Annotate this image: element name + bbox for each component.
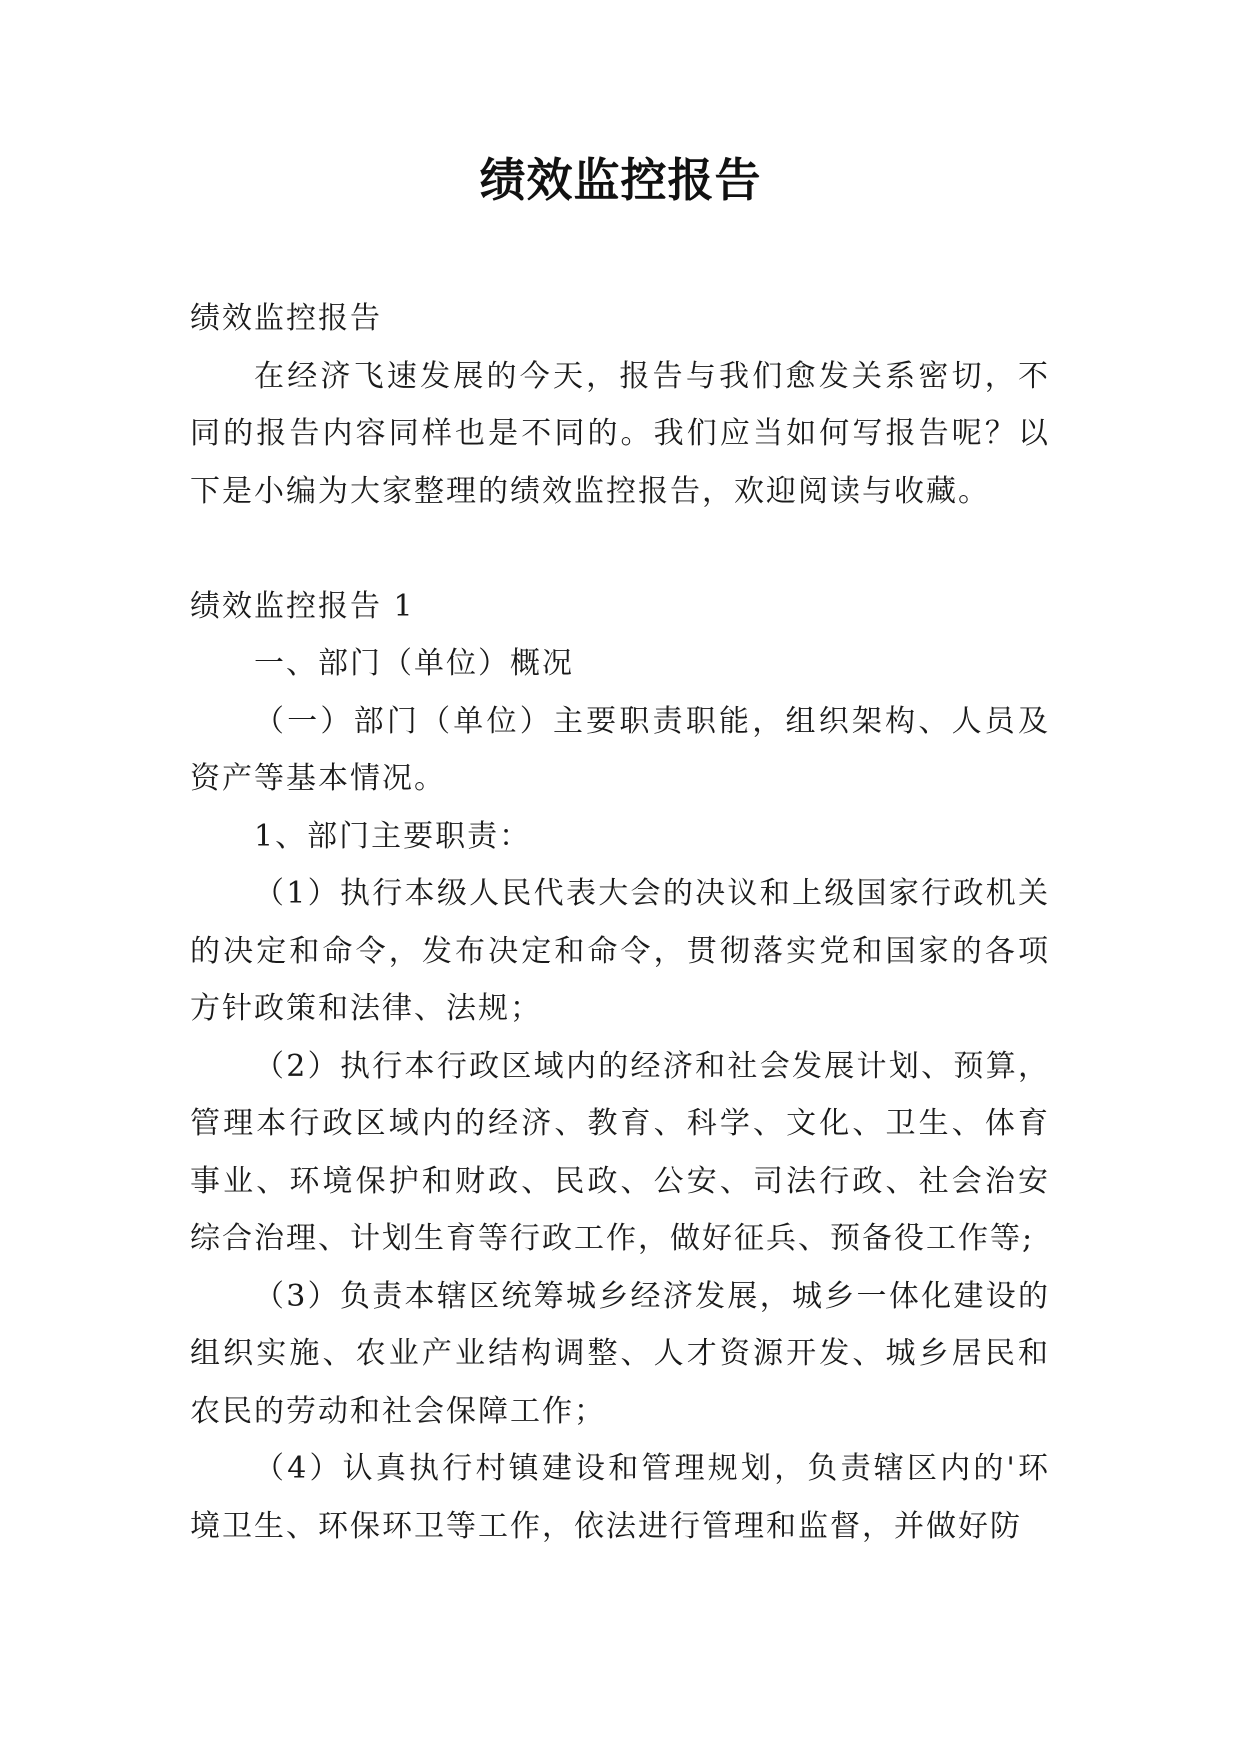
paragraph: （4）认真执行村镇建设和管理规划，负责辖区内的'环境卫生、环保环卫等工作，依法进行管理和监督，并做好防 — [190, 1451, 1050, 1544]
document-title: 绩效监控报告 — [479, 153, 762, 207]
paragraph: 绩效监控报告 — [190, 301, 382, 336]
document-body — [190, 290, 1050, 1555]
paragraph: 在经济飞速发展的今天，报告与我们愈发关系密切，不同的报告内容同样也是不同的。我们应当如何写报告呢？以下是小编为大家整理的绩效监控报告，欢迎阅读与收藏。 — [190, 358, 1050, 509]
paragraph: 绩效监控报告 1 — [190, 588, 415, 624]
paragraph: （1）执行本级人民代表大会的决议和上级国家行政机关的决定和命令，发布决定和命令，贯彻落实党和国家的各项方针政策和法律、法规； — [190, 876, 1050, 1026]
paragraph: （2）执行本行政区域内的经济和社会发展计划、预算，管理本行政区域内的经济、教育、科学、文化、卫生、体育事业、环境保护和财政、民政、公安、司法行政、社会治安综合治理、计划生育等行政工作，做好征兵、预备役工作等; — [190, 1048, 1050, 1256]
paragraph: （一）部门（单位）主要职责职能，组织架构、人员及资产等基本情况。 — [190, 703, 1050, 796]
paragraph: 一、部门（单位）概况 — [254, 646, 574, 681]
paragraph: 1、部门主要职责： — [254, 818, 532, 854]
paragraph: （3）负责本辖区统筹城乡经济发展，城乡一体化建设的组织实施、农业产业结构调整、人才资源开发、城乡居民和农民的劳动和社会保障工作； — [190, 1278, 1050, 1429]
